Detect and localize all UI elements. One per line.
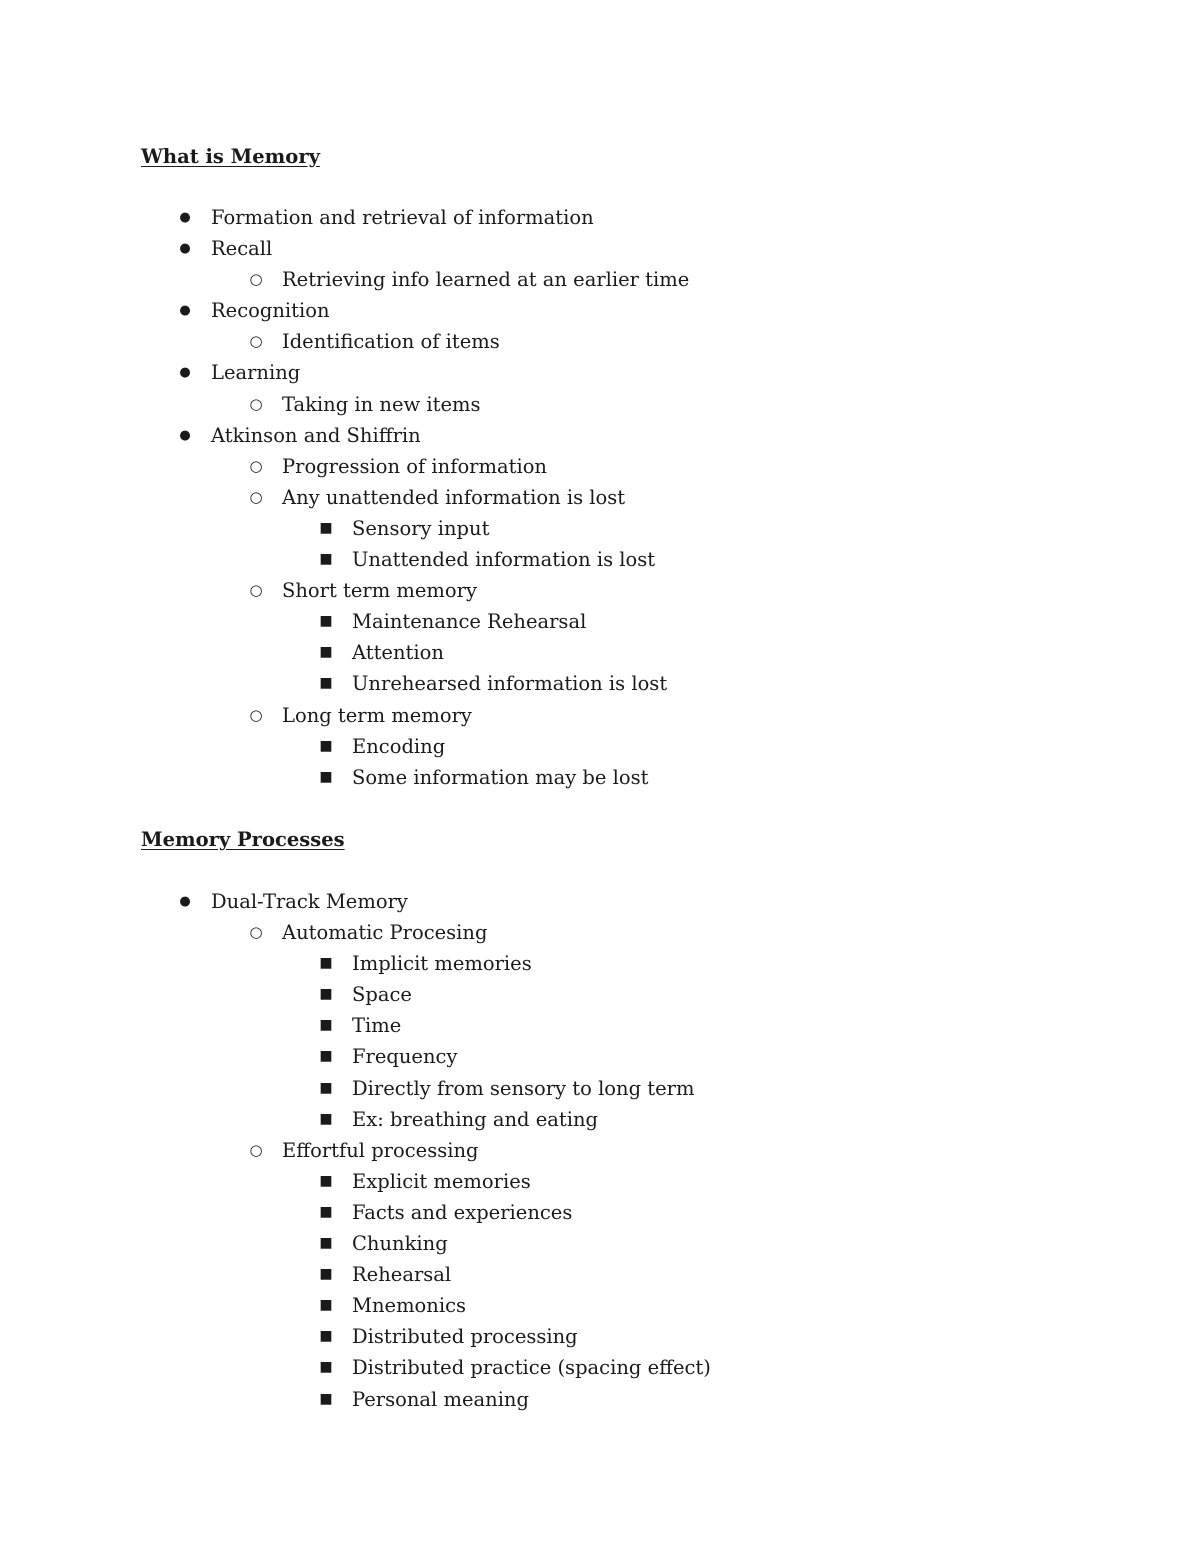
list-item-text: Effortful processing [282,1138,479,1162]
list-item-text: Learning [211,361,301,385]
list-item-text: Chunking [352,1232,448,1256]
list-item [0,513,1200,544]
bullet-level-2-icon: ○ [249,270,263,289]
list-item-text: Sensory input [352,516,490,540]
bullet-level-1-icon: ● [179,210,191,225]
list-item [0,202,1200,233]
bullet-level-3-icon: ■ [319,1328,333,1345]
list-item-text: Implicit memories [352,952,532,976]
list-item [0,1290,1200,1321]
list-item-text: Unattended information is lost [352,548,656,572]
list-item-text: Progression of information [282,454,547,478]
list-item-text: Space [352,983,412,1007]
list-item [0,575,1200,606]
outline-list-memory-processes [0,886,1200,1415]
bullet-level-3-icon: ■ [319,986,333,1003]
bullet-level-2-icon: ○ [249,1140,263,1159]
list-item [0,731,1200,762]
bullet-level-1-icon: ● [179,365,191,381]
bullet-level-2-icon: ○ [249,923,263,942]
bullet-level-3-icon: ■ [319,1203,333,1220]
list-item [0,700,1200,731]
bullet-level-3-icon: ■ [319,1297,333,1314]
list-item [0,264,1200,295]
list-item [0,389,1200,420]
section-heading-what-is-memory: What is Memory [141,145,320,168]
list-item [0,357,1200,388]
list-item [0,637,1200,668]
bullet-level-1-icon: ● [179,894,191,909]
list-item-text: Some information may be lost [352,765,649,789]
bullet-level-2-icon: ○ [249,456,263,475]
list-item [0,1197,1200,1228]
list-item-text: Long term memory [282,703,472,727]
list-item-text: Retrieving info learned at an earlier time [282,268,690,292]
list-item [0,606,1200,637]
list-item-text: Maintenance Rehearsal [352,610,587,634]
list-item-text: Unrehearsed information is lost [352,672,668,696]
bullet-level-2-icon: ○ [249,332,263,351]
list-item [0,762,1200,793]
list-item-text: Distributed practice (spacing effect) [352,1356,711,1380]
list-item-text: Mnemonics [352,1294,467,1318]
list-item-text: Recognition [211,299,330,323]
bullet-level-1-icon: ● [179,303,191,319]
list-item-text: Time [352,1014,402,1038]
list-item [0,420,1200,451]
bullet-level-3-icon: ■ [319,644,333,661]
bullet-level-3-icon: ■ [319,675,333,692]
list-item [0,233,1200,264]
list-item [0,948,1200,979]
list-item [0,1073,1200,1104]
bullet-level-3-icon: ■ [319,1110,333,1127]
bullet-level-2-icon: ○ [249,581,263,600]
bullet-level-3-icon: ■ [319,1079,333,1096]
bullet-level-3-icon: ■ [319,1172,333,1189]
bullet-level-3-icon: ■ [319,955,333,972]
list-item-text: Rehearsal [352,1263,452,1287]
bullet-level-3-icon: ■ [319,1048,333,1065]
outline-list-what-is-memory [0,202,1200,793]
list-item-text: Automatic Procesing [282,921,488,945]
bullet-level-3-icon: ■ [319,551,333,568]
list-item [0,326,1200,357]
bullet-level-3-icon: ■ [319,1235,333,1252]
list-item [0,451,1200,482]
bullet-level-1-icon: ● [179,241,191,257]
list-item-text: Attention [352,641,444,665]
list-item [0,295,1200,326]
list-item-text: Distributed processing [352,1325,578,1349]
list-item-text: Dual-Track Memory [211,890,408,913]
list-item [0,668,1200,699]
list-item [0,886,1200,917]
list-item [0,1321,1200,1352]
list-item [0,482,1200,513]
list-item-text: Formation and retrieval of information [211,206,594,229]
bullet-level-2-icon: ○ [249,705,263,724]
bullet-level-2-icon: ○ [249,394,263,413]
list-item [0,917,1200,948]
list-item-text: Frequency [352,1045,458,1069]
list-item-text: Any unattended information is lost [282,485,626,509]
bullet-level-1-icon: ● [179,427,191,443]
bullet-level-3-icon: ■ [319,768,333,785]
list-item [0,1010,1200,1041]
list-item-text: Ex: breathing and eating [352,1107,598,1131]
list-item [0,1135,1200,1166]
list-item [0,979,1200,1010]
list-item-text: Facts and experiences [352,1200,573,1224]
list-item-text: Directly from sensory to long term [352,1076,695,1100]
list-item [0,1259,1200,1290]
bullet-level-3-icon: ■ [319,613,333,630]
list-item [0,1228,1200,1259]
bullet-level-3-icon: ■ [319,519,333,536]
bullet-level-2-icon: ○ [249,487,263,506]
list-item-text: Taking in new items [282,392,481,416]
list-item-text: Atkinson and Shiffrin [211,423,421,447]
list-item [0,1041,1200,1072]
section-heading-memory-processes: Memory Processes [141,828,345,851]
list-item [0,544,1200,575]
list-item [0,1166,1200,1197]
bullet-level-3-icon: ■ [319,1359,333,1376]
bullet-level-3-icon: ■ [319,1390,333,1407]
list-item-text: Recall [211,237,273,261]
list-item-text: Encoding [352,734,446,758]
bullet-level-3-icon: ■ [319,737,333,754]
bullet-level-3-icon: ■ [319,1266,333,1283]
list-item-text: Explicit memories [352,1169,531,1193]
list-item-text: Short term memory [282,579,477,603]
list-item [0,1384,1200,1415]
list-item [0,1352,1200,1383]
list-item [0,1104,1200,1135]
bullet-level-3-icon: ■ [319,1017,333,1034]
list-item-text: Identification of items [282,330,500,354]
list-item-text: Personal meaning [352,1387,529,1411]
